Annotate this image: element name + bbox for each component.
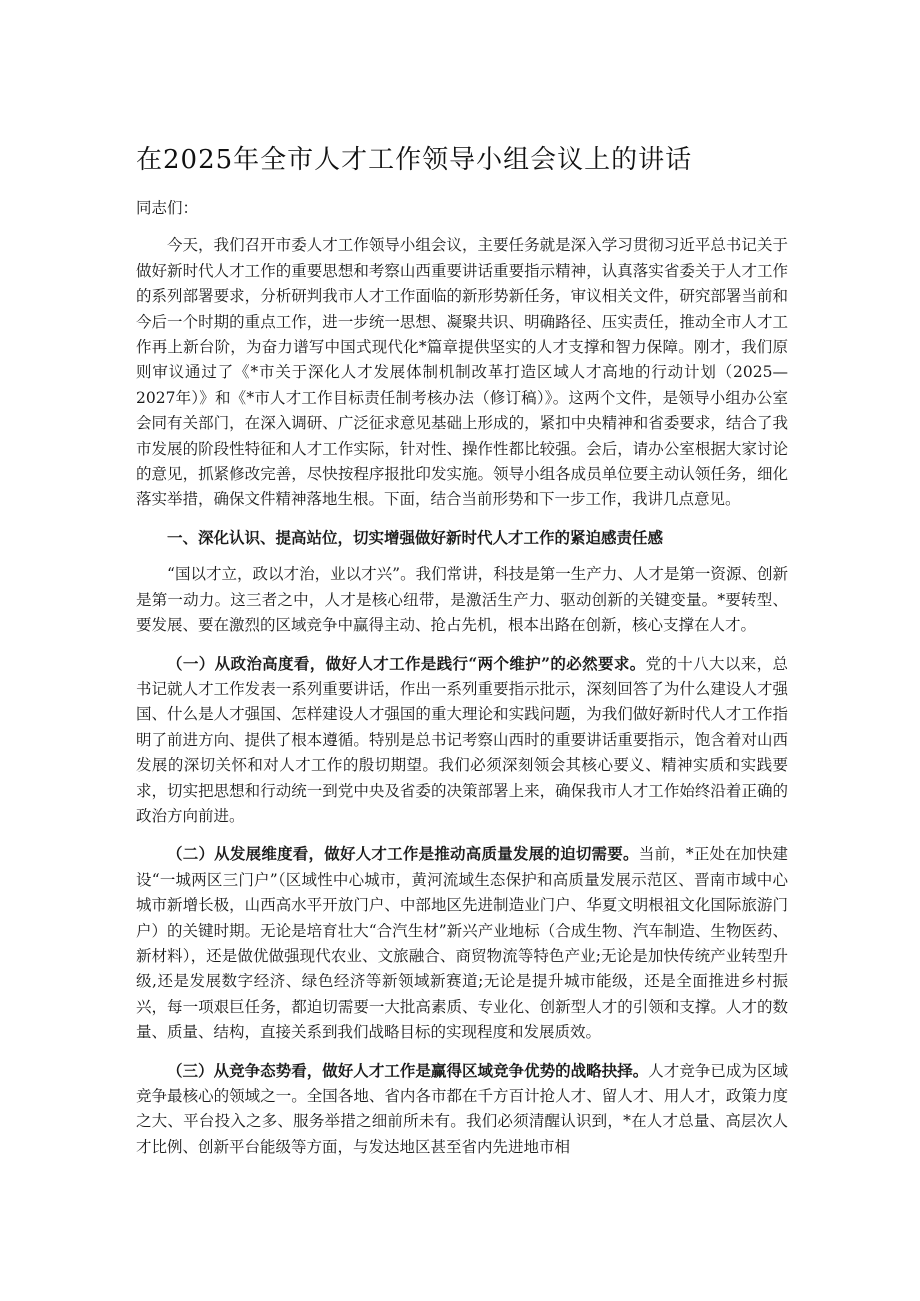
point-1-lead: （一）从政治高度看，做好人才工作是践行“两个维护”的必然要求。: [167, 653, 646, 673]
section-1-heading: 一、深化认识、提高站位，切实增强做好新时代人才工作的紧迫感责任感: [167, 527, 664, 547]
point-1-body: 党的十八大以来，总书记就人才工作发表一系列重要讲话，作出一系列重要指示批示，深刻回答了为什么建设人才强国、什么是人才强国、怎样建设人才强国的重大理论和实践问题，为我们做好新时代人才工作指明了前进方向、提供了根本遵循。特别是总书记考察山西时的重要讲话重要指示，饱含着对山西发展的深切关怀和对人才工作的殷切期望。我们必须深刻领会其核心要义、精神实质和实践要求，切实把思想和行动统一到党中央及省委的决策部署上来，确保我市人才工作始终沿着正确的政治方向前进。: [136, 654, 788, 825]
document-title: 在2025年全市人才工作领导小组会议上的讲话: [136, 145, 693, 175]
salutation: 同志们：: [136, 199, 199, 217]
point-3-lead: （三）从竞争态势看，做好人才工作是赢得区域竞争优势的战略抉择。: [167, 1060, 649, 1080]
point-3-body: 人才竞争已成为区域竞争最核心的领域之一。全国各地、省内各市都在千方百计抢人才、留人才、用人才，政策力度之大、平台投入之多、服务举措之细前所未有。我们必须清醒认识到，*在人才总量、高层次人才比例、创新平台能级等方面，与发达地区甚至省内先进地市相: [136, 1061, 788, 1156]
point-2-paragraph: [136, 841, 788, 1045]
point-3-paragraph: [136, 1058, 788, 1161]
point-2-body: 当前，*正处在加快建设“一城两区三门户”（区域性中心城市，黄河流域生态保护和高质量发展示范区、晋南市域中心城市新增长极，山西高水平开放门户、中部地区先进制造业门户、华夏文明根祖文化国际旅游门户）的关键时期。无论是培育壮大“合汽生材”新兴产业地标（合成生物、汽车制造、生物医药、新材料），还是做优做强现代农业、文旅融合、商贸物流等特色产业;无论是加快传统产业转型升级,还是发展数字经济、绿色经济等新领域新赛道;无论是提升城市能级，还是全面推进乡村振兴，每一项艰巨任务，都迫切需要一大批高素质、专业化、创新型人才的引领和支撑。人才的数量、质量、结构，直接关系到我们战略目标的实现程度和发展质效。: [136, 845, 788, 1042]
intro-paragraph: 今天，我们召开市委人才工作领导小组会议，主要任务就是深入学习贯彻习近平总书记关于做好新时代人才工作的重要思想和考察山西重要讲话重要指示精神，认真落实省委关于人才工作的系列部署要求，分析研判我市人才工作面临的新形势新任务，审议相关文件，研究部署当前和今后一个时期的重点工作，进一步统一思想、凝聚共识、明确路径、压实责任，推动全市人才工作再上新台阶，为奋力谱写中国式现代化*篇章提供坚实的人才支撑和智力保障。刚才，我们原则审议通过了《*市关于深化人才发展体制机制改革打造区域人才高地的行动计划（2025—2027年）》和《*市人才工作目标责任制考核办法（修订稿）》。这两个文件，是领导小组办公室会同有关部门，在深入调研、广泛征求意见基础上形成的，紧扣中央精神和省委要求，结合了我市发展的阶段性特征和人才工作实际，针对性、操作性都比较强。会后，请办公室根据大家讨论的意见，抓紧修改完善，尽快按程序报批印发实施。领导小组各成员单位要主动认领任务，细化落实举措，确保文件精神落地生根。下面，结合当前形势和下一步工作，我讲几点意见。: [136, 236, 788, 509]
point-2-lead: （二）从发展维度看，做好人才工作是推动高质量发展的迫切需要。: [167, 844, 639, 864]
section-1-paragraph: “国以才立，政以才治，业以才兴”。我们常讲，科技是第一生产力、人才是第一资源、创新是第一动力。这三者之中，人才是核心纽带，是激活生产力、驱动创新的关键变量。*要转型、要发展、要在激烈的区域竞争中赢得主动、抢占先机，根本出路在创新，核心支撑在人才。: [136, 565, 788, 635]
document-body: [136, 196, 788, 1172]
point-1-paragraph: [136, 651, 788, 830]
